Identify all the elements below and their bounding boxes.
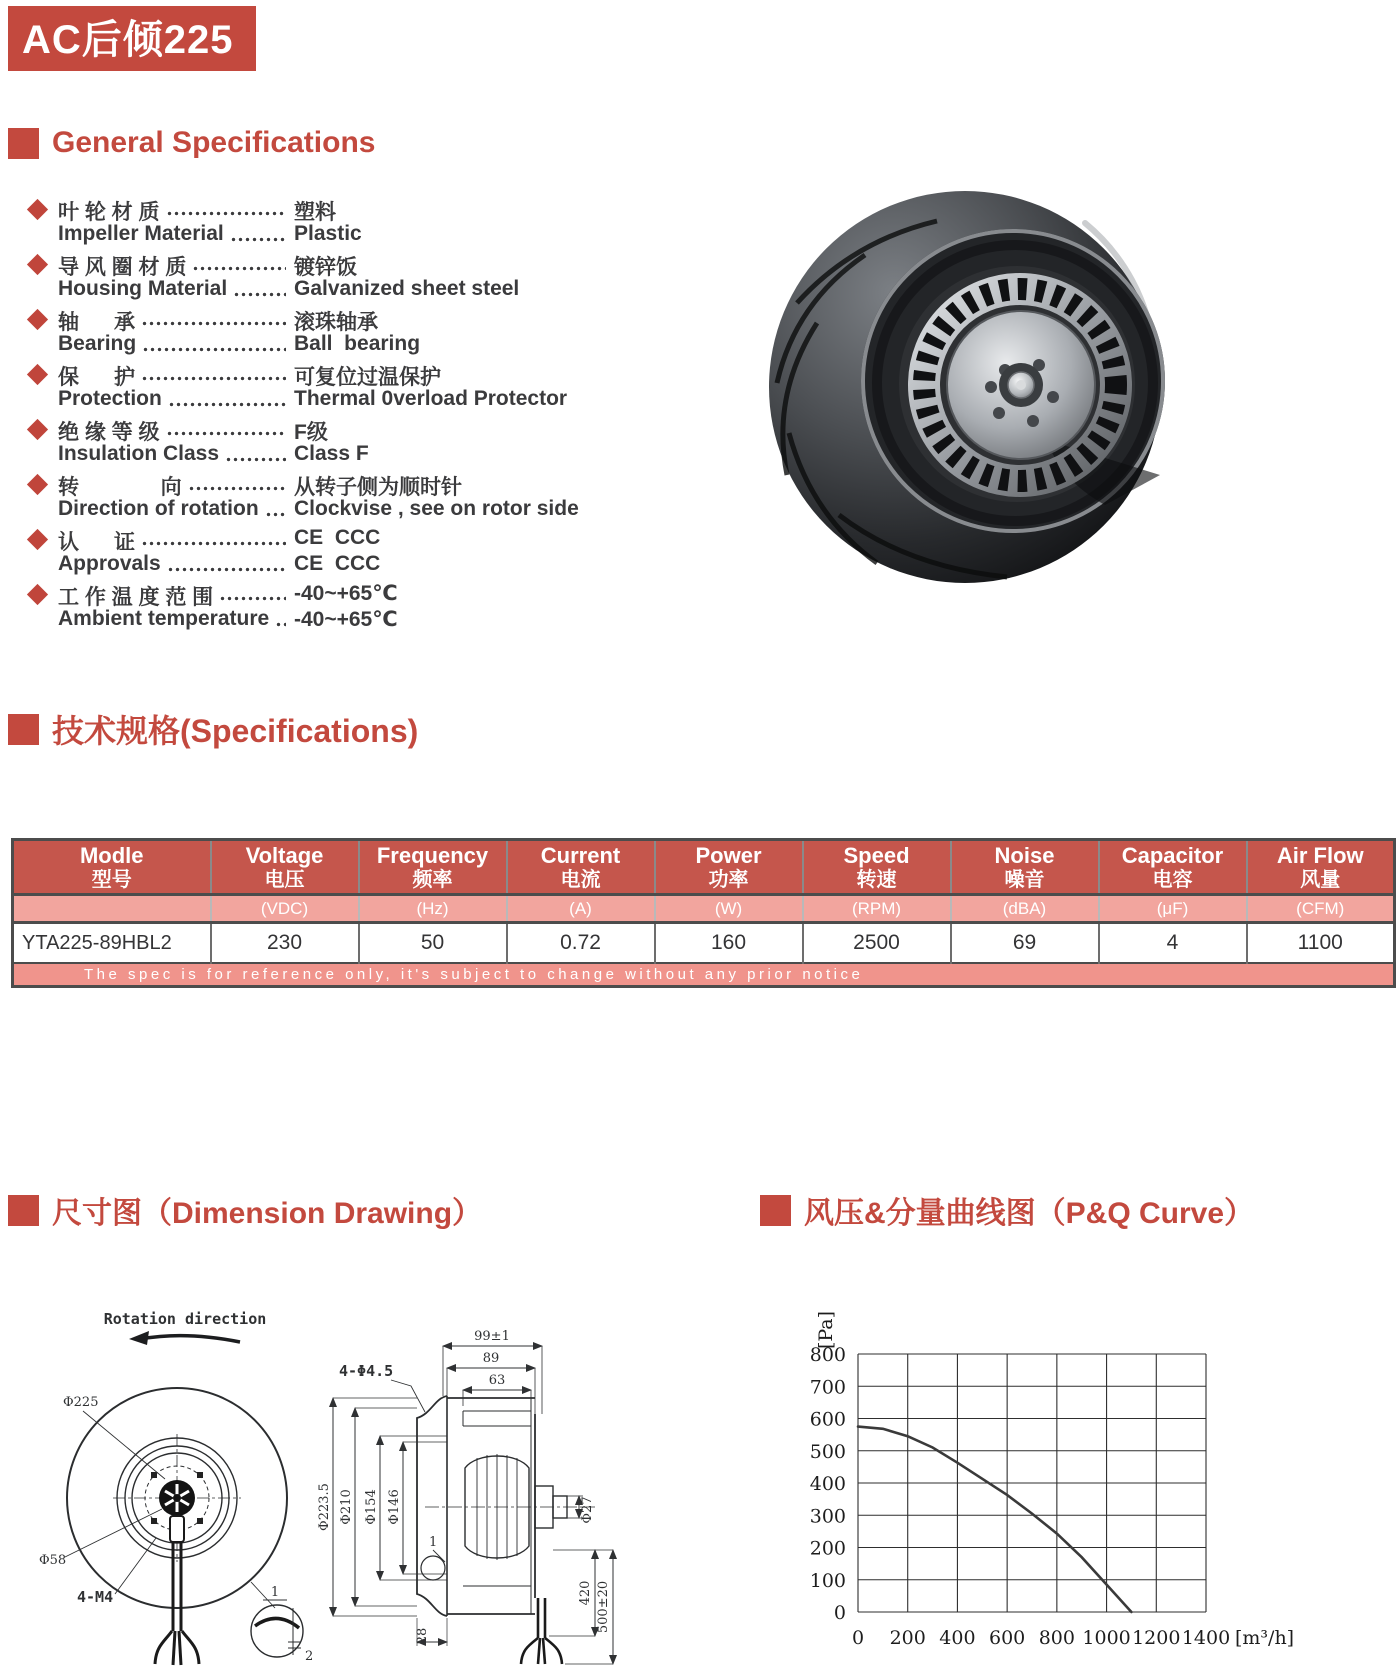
spec-values — [294, 581, 648, 633]
list-item — [28, 526, 648, 578]
spec-values — [294, 361, 648, 413]
section-title: 尺寸图（Dimension Drawing） — [52, 1197, 483, 1230]
diamond-bullet-icon — [27, 199, 48, 220]
svg-text:1000: 1000 — [1082, 1627, 1131, 1649]
spec-label-zh: 认 证 — [58, 531, 136, 554]
section-title: General Specifications — [52, 126, 376, 159]
spec-value-zh: 从转子侧为顺时针 — [294, 476, 462, 499]
spec-value-zh: 滚珠轴承 — [294, 311, 378, 334]
table-note-row — [13, 963, 1395, 987]
unit-cell — [13, 895, 211, 923]
spec-label-zh: 绝 缘 等 级 — [58, 421, 160, 444]
list-item — [28, 251, 648, 303]
detail-1-label: 1 — [270, 1585, 280, 1600]
spec-label-zh: 导 风 圈 材 质 — [58, 256, 187, 279]
x-axis-label: [m³/h] — [1235, 1627, 1295, 1649]
svg-text:800: 800 — [809, 1344, 846, 1366]
impeller-diameter-label: Φ210 — [339, 1489, 354, 1525]
spec-values — [294, 416, 648, 468]
unit-cell: (dBA) — [951, 895, 1099, 923]
col-header: Voltage 电压 — [211, 840, 359, 895]
spec-labels — [58, 306, 294, 358]
dot-leader — [141, 531, 286, 547]
spec-value-en: -40~+65℃ — [294, 608, 398, 631]
spec-value-en: Ball bearing — [294, 332, 421, 355]
shaft-diameter-label: Φ27 — [580, 1496, 595, 1524]
value-cell: 4 — [1099, 923, 1247, 964]
svg-text:700: 700 — [809, 1376, 846, 1399]
dimension-section-header — [8, 1188, 482, 1232]
svg-text:600: 600 — [809, 1408, 846, 1431]
dot-leader — [166, 421, 286, 437]
dot-leader — [142, 337, 286, 353]
svg-text:100: 100 — [809, 1569, 846, 1592]
diamond-bullet-icon — [27, 529, 48, 550]
dot-leader — [141, 366, 286, 382]
svg-text:800: 800 — [1038, 1627, 1075, 1649]
spec-value-zh: -40~+65℃ — [294, 582, 398, 605]
bolt-pattern-label: 4-M4 — [77, 1588, 114, 1606]
model-cell: YTA225-89HBL2 — [13, 923, 211, 964]
mount-holes-label: 4-Φ4.5 — [339, 1362, 394, 1380]
spec-value-en: Thermal 0verload Protector — [294, 387, 568, 410]
spec-label-en: Impeller Material — [58, 222, 224, 245]
unit-cell: (VDC) — [211, 895, 359, 923]
spec-value-zh: 镀锌饭 — [294, 256, 357, 279]
svg-text:0: 0 — [833, 1602, 846, 1624]
spec-label-en: Housing Material — [58, 277, 228, 300]
value-cell: 230 — [211, 923, 359, 964]
spec-value-zh: CE CCC — [294, 526, 381, 549]
pq-plot-area — [810, 1344, 1230, 1649]
table-units-row — [13, 895, 1395, 923]
dot-leader — [168, 392, 286, 408]
dot-leader — [230, 227, 286, 243]
depth-inlet-label: 63 — [488, 1373, 506, 1388]
cable-length2-label: 500±20 — [596, 1580, 611, 1634]
ring-diameter-label: Φ146 — [387, 1489, 402, 1525]
rotation-arrowhead-icon — [129, 1331, 149, 1345]
spec-values — [294, 471, 648, 523]
spec-labels — [58, 361, 294, 413]
col-header: Current 电流 — [507, 840, 655, 895]
unit-cell: (Hz) — [359, 895, 507, 923]
svg-text:1400: 1400 — [1181, 1627, 1231, 1649]
section-square-icon — [8, 1195, 39, 1226]
y-axis-label: [Pa] — [815, 1310, 837, 1350]
svg-text:200: 200 — [809, 1537, 846, 1560]
depth-body-label: 89 — [482, 1351, 500, 1366]
spec-label-en: Approvals — [58, 552, 161, 575]
table-note: The spec is for reference only, it's subject to change without any prior notice — [13, 963, 1395, 987]
dot-leader — [265, 502, 286, 518]
svg-text:600: 600 — [989, 1627, 1026, 1649]
list-item — [28, 581, 648, 633]
spec-label-en: Bearing — [58, 332, 137, 355]
spec-value-zh: 塑料 — [294, 201, 336, 224]
detail-mark-label: 1 — [429, 1535, 438, 1550]
depth-total-label: 99±1 — [474, 1329, 510, 1344]
diamond-bullet-icon — [27, 584, 48, 605]
svg-text:200: 200 — [889, 1627, 926, 1649]
svg-text:400: 400 — [939, 1627, 976, 1649]
spec-value-zh: F级 — [294, 421, 328, 444]
unit-cell: (A) — [507, 895, 655, 923]
general-specs-header — [8, 126, 375, 160]
spec-labels — [58, 196, 294, 248]
dot-leader — [219, 586, 286, 602]
rotation-direction-label: Rotation direction — [103, 1310, 267, 1328]
specs-section-header — [8, 706, 418, 752]
section-title: 技术规格(Specifications) — [52, 713, 419, 749]
spec-label-en: Ambient temperature — [58, 607, 270, 630]
value-cell: 0.72 — [507, 923, 655, 964]
svg-text:500: 500 — [809, 1440, 846, 1463]
svg-text:400: 400 — [809, 1473, 846, 1495]
spec-label-zh: 转 向 — [58, 476, 182, 499]
col-header: Speed 转速 — [803, 840, 951, 895]
value-cell: 50 — [359, 923, 507, 964]
diamond-bullet-icon — [27, 364, 48, 385]
svg-text:0: 0 — [851, 1627, 865, 1649]
dot-leader — [275, 612, 286, 628]
spec-value-en: Plastic — [294, 222, 362, 245]
fan-product-photo — [755, 185, 1195, 590]
col-header: Air Flow 风量 — [1247, 840, 1395, 895]
col-header: Capacitor 电容 — [1099, 840, 1247, 895]
unit-cell: (μF) — [1099, 895, 1247, 923]
spec-labels — [58, 416, 294, 468]
spec-label-en: Direction of rotation — [58, 497, 259, 520]
dot-leader — [167, 557, 286, 573]
spec-value-en: Clockvise , see on rotor side — [294, 497, 579, 520]
svg-text:300: 300 — [809, 1505, 846, 1528]
spec-label-zh: 保 护 — [58, 366, 136, 389]
value-cell: 160 — [655, 923, 803, 964]
spec-labels — [58, 471, 294, 523]
spec-labels — [58, 526, 294, 578]
value-cell: 1100 — [1247, 923, 1395, 964]
list-item — [28, 361, 648, 413]
hub-diameter-label: Φ58 — [39, 1553, 67, 1568]
dot-leader — [225, 447, 286, 463]
spec-label-en: Insulation Class — [58, 442, 220, 465]
spec-values — [294, 251, 648, 303]
spec-value-en: CE CCC — [294, 552, 381, 575]
unit-cell: (RPM) — [803, 895, 951, 923]
dimension-drawing-front-view — [25, 1246, 315, 1666]
diamond-bullet-icon — [27, 309, 48, 330]
value-cell: 69 — [951, 923, 1099, 964]
list-item — [28, 196, 648, 248]
pq-curve-chart — [770, 1250, 1330, 1669]
diamond-bullet-icon — [27, 254, 48, 275]
spec-label-zh: 工 作 温 度 范 围 — [58, 586, 214, 609]
dot-leader — [233, 282, 286, 298]
section-square-icon — [8, 714, 39, 745]
inlet-diameter-label: Φ154 — [364, 1489, 379, 1525]
value-cell: 2500 — [803, 923, 951, 964]
col-header: Power 功率 — [655, 840, 803, 895]
spec-value-en: Galvanized sheet steel — [294, 277, 520, 300]
list-item — [28, 306, 648, 358]
dimension-drawing-side-view — [295, 1246, 625, 1666]
spec-values — [294, 196, 648, 248]
section-square-icon — [8, 128, 39, 159]
dot-leader — [192, 256, 286, 272]
col-header: Noise 噪音 — [951, 840, 1099, 895]
dot-leader — [166, 201, 286, 217]
spec-label-en: Protection — [58, 387, 162, 410]
section-title: 风压&分量曲线图（P&Q Curve） — [804, 1197, 1255, 1230]
list-item — [28, 471, 648, 523]
spec-values — [294, 526, 648, 578]
spec-labels — [58, 581, 294, 633]
col-header: Frequency 频率 — [359, 840, 507, 895]
spec-values — [294, 306, 648, 358]
unit-cell: (W) — [655, 895, 803, 923]
flange-diameter-label: Φ223.5 — [317, 1483, 332, 1531]
spec-label-zh: 轴 承 — [58, 311, 136, 334]
unit-cell: (CFM) — [1247, 895, 1395, 923]
table-header-row — [13, 840, 1395, 895]
table-row — [13, 923, 1395, 964]
svg-text:1200: 1200 — [1132, 1627, 1181, 1649]
section-square-icon — [760, 1195, 791, 1226]
spec-value-en: Class F — [294, 442, 369, 465]
diamond-bullet-icon — [27, 419, 48, 440]
col-header: Modle 型号 — [13, 840, 211, 895]
cable-length-label: 420 — [578, 1580, 593, 1606]
model-series-badge: AC后倾225 — [8, 6, 256, 71]
diamond-bullet-icon — [27, 474, 48, 495]
rotation-arrow-icon — [141, 1336, 240, 1342]
general-spec-list — [28, 196, 648, 636]
spec-table — [11, 838, 1396, 988]
dot-leader — [141, 311, 286, 327]
spec-label-zh: 叶 轮 材 质 — [58, 201, 160, 224]
plate-depth-label: 28 — [415, 1627, 430, 1645]
list-item — [28, 416, 648, 468]
pq-section-header — [760, 1188, 1254, 1232]
spec-labels — [58, 251, 294, 303]
detail-2-label: 2 — [305, 1649, 314, 1664]
dot-leader — [188, 476, 286, 492]
spec-value-zh: 可复位过温保护 — [294, 366, 441, 389]
outer-diameter-label: Φ225 — [63, 1395, 99, 1410]
